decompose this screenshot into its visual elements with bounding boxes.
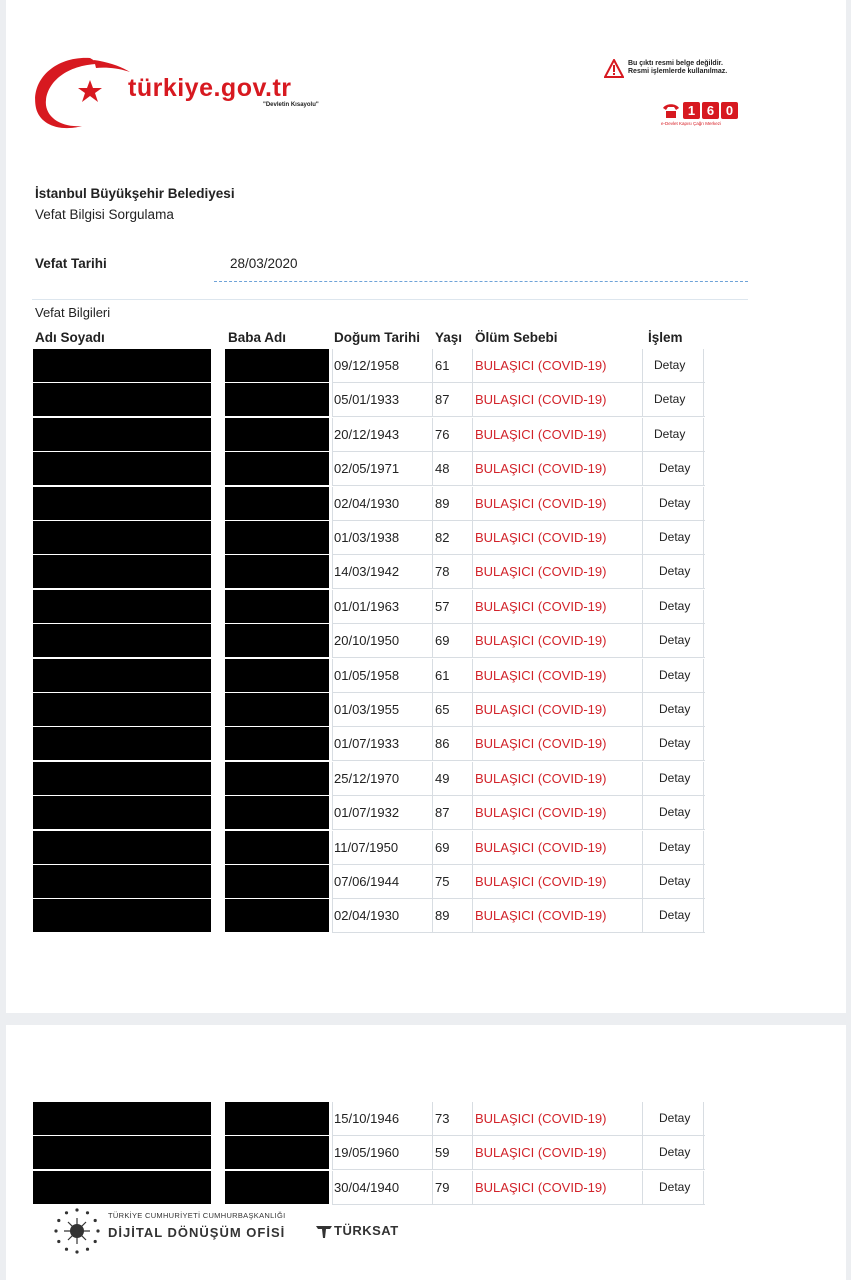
redacted-father-name (225, 452, 329, 485)
birth-date-cell: 19/05/1960 (334, 1145, 400, 1161)
cell-divider (703, 1171, 704, 1205)
cause-cell: BULAŞICI (COVID-19) (475, 736, 607, 752)
table-row (32, 659, 704, 693)
cause-cell: BULAŞICI (COVID-19) (475, 1111, 607, 1126)
redacted-name (33, 349, 211, 382)
redacted-father-name (225, 1102, 329, 1135)
redacted-father-name (225, 624, 329, 657)
redacted-father-name (225, 693, 329, 726)
cell-divider (472, 383, 473, 417)
cause-cell: BULAŞICI (COVID-19) (475, 530, 607, 545)
redacted-father-name (225, 487, 329, 520)
birth-date-cell: 11/07/1950 (334, 839, 399, 855)
cell-divider (472, 865, 473, 899)
redacted-name (33, 624, 211, 657)
cause-cell: BULAŞICI (COVID-19) (475, 805, 607, 821)
table-row (32, 1136, 704, 1170)
age-cell: 79 (435, 1179, 450, 1195)
redacted-father-name (225, 1136, 329, 1169)
cell-divider (703, 1136, 704, 1170)
age-cell: 69 (435, 633, 450, 649)
cell-divider (703, 521, 704, 555)
detail-link[interactable]: Detay (659, 667, 691, 682)
cell-divider (332, 865, 333, 899)
cause-cell: BULAŞICI (COVID-19) (475, 564, 607, 580)
cell-divider (472, 487, 473, 521)
table-row (32, 1171, 704, 1205)
cell-divider (472, 727, 473, 761)
birth-date-cell: 02/04/1930 (334, 908, 400, 924)
cell-divider (703, 659, 704, 693)
warning-line-2: Resmi işlemlerde kullanılmaz. (628, 68, 728, 75)
table-row (32, 1102, 704, 1136)
birth-date-cell: 02/05/1971 (334, 461, 400, 477)
redacted-name (33, 899, 211, 932)
redacted-name (33, 487, 211, 520)
cell-divider (332, 899, 333, 933)
redacted-father-name (225, 418, 329, 451)
cause-cell: BULAŞICI (COVID-19) (475, 426, 607, 442)
detail-link[interactable]: Detay (659, 874, 691, 888)
cell-divider (432, 1102, 433, 1136)
age-cell: 87 (435, 805, 450, 821)
dashed-divider (214, 281, 748, 282)
age-cell: 61 (435, 667, 450, 683)
detail-link[interactable]: Detay (659, 530, 691, 544)
age-cell: 89 (435, 908, 450, 924)
cell-divider (642, 1102, 643, 1136)
cell-divider (472, 521, 473, 555)
redacted-name (33, 865, 211, 898)
cell-divider (642, 796, 643, 830)
cell-divider (332, 762, 333, 796)
redacted-father-name (225, 590, 329, 623)
warning-line-1: Bu çıktı resmi belge değildir. (628, 60, 723, 67)
redacted-father-name (225, 555, 329, 588)
cell-divider (642, 624, 643, 658)
cell-divider (703, 693, 704, 727)
age-cell: 76 (435, 426, 450, 442)
cell-divider (332, 624, 333, 658)
cell-divider (703, 487, 704, 521)
cell-divider (472, 1102, 473, 1136)
cell-divider (432, 831, 433, 865)
birth-date-cell: 01/07/1932 (334, 805, 400, 821)
footer-line-2: DİJİTAL DÖNÜŞÜM OFİSİ (108, 1225, 286, 1240)
cause-cell: BULAŞICI (COVID-19) (475, 908, 607, 924)
redacted-name (33, 383, 211, 416)
presidential-emblem-icon (52, 1206, 102, 1256)
redacted-name (33, 590, 211, 623)
cell-divider (642, 383, 643, 417)
call-center-text: e-Devlet Kapısı Çağrı Merkezi (661, 121, 722, 126)
cause-cell: BULAŞICI (COVID-19) (475, 874, 607, 889)
birth-date-cell: 05/01/1933 (334, 392, 400, 408)
redacted-father-name (225, 521, 329, 554)
redacted-name (33, 1171, 211, 1204)
document-page-1 (6, 0, 846, 1013)
cell-divider (703, 349, 704, 383)
table-row (32, 418, 704, 452)
birth-date-cell: 01/03/1938 (334, 530, 400, 545)
cell-divider (703, 590, 704, 624)
age-cell: 87 (435, 392, 450, 408)
detail-link[interactable]: Detay (659, 736, 691, 751)
redacted-name (33, 831, 211, 864)
age-cell: 82 (435, 530, 450, 545)
turkiye-gov-logo[interactable] (30, 50, 370, 136)
detail-link[interactable]: Detay (659, 805, 691, 820)
footer-branding (52, 1206, 452, 1256)
redacted-father-name (225, 349, 329, 382)
detail-link[interactable]: Detay (659, 839, 691, 854)
age-cell: 57 (435, 598, 450, 614)
cell-divider (642, 727, 643, 761)
section-title: Vefat Bilgileri (35, 305, 111, 320)
cell-divider (472, 899, 473, 933)
section-divider (32, 299, 748, 300)
logo-slogan: "Devletin Kısayolu" (263, 102, 319, 108)
cell-divider (332, 555, 333, 589)
cell-divider (332, 418, 333, 452)
cell-divider (332, 796, 333, 830)
cell-divider (642, 693, 643, 727)
death-date-label: Vefat Tarihi (35, 256, 107, 271)
birth-date-cell: 07/06/1944 (334, 874, 400, 889)
cell-divider (703, 762, 704, 796)
age-cell: 48 (435, 461, 450, 477)
cell-divider (703, 452, 704, 486)
birth-date-cell: 14/03/1942 (334, 564, 400, 580)
detail-link[interactable]: Detay (659, 1179, 691, 1194)
cell-divider (642, 521, 643, 555)
redacted-name (33, 1136, 211, 1169)
cell-divider (703, 383, 704, 417)
cell-divider (432, 487, 433, 521)
birth-date-cell: 20/10/1950 (334, 633, 400, 649)
birth-date-cell: 02/04/1930 (334, 495, 400, 511)
cell-divider (332, 383, 333, 417)
cause-cell: BULAŞICI (COVID-19) (475, 839, 607, 855)
birth-date-cell: 01/07/1933 (334, 736, 400, 752)
cell-divider (332, 693, 333, 727)
detail-link[interactable]: Detay (654, 392, 686, 407)
cell-divider (472, 349, 473, 383)
cell-divider (472, 555, 473, 589)
cell-divider (472, 590, 473, 624)
cell-divider (472, 624, 473, 658)
detail-link[interactable]: Detay (659, 908, 691, 923)
redacted-father-name (225, 831, 329, 864)
age-cell: 73 (435, 1111, 450, 1126)
redacted-father-name (225, 762, 329, 795)
redacted-name (33, 762, 211, 795)
table-row (32, 383, 704, 417)
cell-divider (472, 1171, 473, 1205)
phone-icon (661, 102, 681, 119)
cell-divider (703, 418, 704, 452)
logo-text: türkiye.gov.tr (128, 74, 292, 102)
cell-divider (432, 659, 433, 693)
cell-divider (472, 831, 473, 865)
cell-divider (642, 899, 643, 933)
age-cell: 49 (435, 770, 450, 786)
detail-link[interactable]: Detay (659, 770, 691, 785)
cell-divider (642, 762, 643, 796)
detail-link[interactable]: Detay (659, 598, 691, 613)
cause-cell: BULAŞICI (COVID-19) (475, 702, 607, 717)
cell-divider (432, 590, 433, 624)
birth-date-cell: 25/12/1970 (334, 770, 400, 786)
cell-divider (703, 1102, 704, 1136)
cell-divider (432, 521, 433, 555)
cell-divider (703, 899, 704, 933)
cell-divider (703, 555, 704, 589)
call-center-digit: 0 (721, 102, 738, 119)
cell-divider (642, 659, 643, 693)
table-row (32, 865, 704, 899)
column-header-name: Adı Soyadı (35, 330, 105, 345)
cell-divider (642, 349, 643, 383)
redacted-father-name (225, 796, 329, 829)
cell-divider (432, 349, 433, 383)
birth-date-cell: 20/12/1943 (334, 426, 400, 442)
cause-cell: BULAŞICI (COVID-19) (475, 392, 607, 408)
cell-divider (332, 521, 333, 555)
crescent-star-icon (30, 50, 130, 136)
table-row (32, 590, 704, 624)
cause-cell: BULAŞICI (COVID-19) (475, 1145, 607, 1161)
age-cell: 86 (435, 736, 450, 752)
cell-divider (432, 452, 433, 486)
cell-divider (472, 693, 473, 727)
cell-divider (332, 1171, 333, 1205)
cause-cell: BULAŞICI (COVID-19) (475, 358, 607, 373)
cause-cell: BULAŞICI (COVID-19) (475, 598, 607, 614)
cell-divider (472, 762, 473, 796)
detail-link[interactable]: Detay (659, 461, 691, 476)
column-header-father: Baba Adı (228, 330, 287, 345)
age-cell: 75 (435, 874, 450, 889)
cell-divider (642, 452, 643, 486)
table-row (32, 349, 704, 383)
age-cell: 65 (435, 702, 450, 717)
cell-divider (332, 659, 333, 693)
footer-line-1: TÜRKİYE CUMHURİYETİ CUMHURBAŞKANLIĞI (108, 1211, 286, 1220)
cell-divider (642, 487, 643, 521)
detail-link[interactable]: Detay (659, 564, 691, 579)
cell-divider (332, 1102, 333, 1136)
death-date-value: 28/03/2020 (230, 256, 298, 271)
cell-divider (642, 865, 643, 899)
cell-divider (642, 555, 643, 589)
table-row (32, 831, 704, 865)
page-subtitle: Vefat Bilgisi Sorgulama (35, 207, 174, 222)
table-row (32, 693, 704, 727)
age-cell: 89 (435, 495, 450, 511)
column-header-birth-date: Doğum Tarihi (334, 330, 420, 345)
birth-date-cell: 15/10/1946 (334, 1111, 400, 1126)
detail-link[interactable]: Detay (654, 426, 686, 441)
turksat-label: TÜRKSAT (334, 1223, 399, 1238)
detail-link[interactable]: Detay (659, 1145, 691, 1160)
redacted-father-name (225, 727, 329, 760)
call-center-digit: 6 (702, 102, 719, 119)
cell-divider (472, 659, 473, 693)
cell-divider (472, 1136, 473, 1170)
unofficial-warning (604, 59, 804, 81)
table-row (32, 727, 704, 761)
table-row (32, 796, 704, 830)
redacted-name (33, 418, 211, 451)
cell-divider (642, 590, 643, 624)
cell-divider (703, 865, 704, 899)
cell-divider (432, 865, 433, 899)
detail-link[interactable]: Detay (654, 358, 686, 372)
cell-divider (432, 624, 433, 658)
organization-name: İstanbul Büyükşehir Belediyesi (35, 186, 235, 201)
row-divider (332, 1204, 705, 1205)
age-cell: 69 (435, 839, 450, 855)
cell-divider (332, 831, 333, 865)
table-row (32, 555, 704, 589)
cell-divider (703, 624, 704, 658)
cell-divider (332, 1136, 333, 1170)
detail-link[interactable]: Detay (659, 633, 691, 648)
cell-divider (332, 727, 333, 761)
cell-divider (432, 693, 433, 727)
cell-divider (703, 831, 704, 865)
cause-cell: BULAŞICI (COVID-19) (475, 495, 607, 511)
cell-divider (432, 555, 433, 589)
cell-divider (432, 727, 433, 761)
redacted-name (33, 452, 211, 485)
column-header-age: Yaşı (435, 330, 463, 345)
column-header-action: İşlem (648, 330, 683, 345)
row-divider (332, 932, 705, 933)
cell-divider (332, 452, 333, 486)
call-center-badge (661, 102, 745, 130)
table-row (32, 521, 704, 555)
redacted-name (33, 693, 211, 726)
redacted-father-name (225, 865, 329, 898)
birth-date-cell: 01/03/1955 (334, 702, 400, 717)
detail-link[interactable]: Detay (659, 495, 691, 510)
redacted-father-name (225, 659, 329, 692)
table-row (32, 624, 704, 658)
redacted-name (33, 796, 211, 829)
cell-divider (332, 349, 333, 383)
cell-divider (432, 1171, 433, 1205)
cell-divider (703, 727, 704, 761)
cause-cell: BULAŞICI (COVID-19) (475, 667, 607, 683)
table-row (32, 899, 704, 933)
cell-divider (642, 1171, 643, 1205)
redacted-father-name (225, 1171, 329, 1204)
redacted-name (33, 659, 211, 692)
cell-divider (703, 796, 704, 830)
cell-divider (332, 590, 333, 624)
age-cell: 59 (435, 1145, 450, 1161)
birth-date-cell: 01/01/1963 (334, 598, 400, 614)
table-row (32, 762, 704, 796)
cell-divider (432, 383, 433, 417)
column-header-cause: Ölüm Sebebi (475, 330, 558, 345)
redacted-name (33, 555, 211, 588)
cell-divider (432, 1136, 433, 1170)
age-cell: 61 (435, 358, 450, 373)
cell-divider (472, 418, 473, 452)
cause-cell: BULAŞICI (COVID-19) (475, 461, 607, 477)
redacted-father-name (225, 899, 329, 932)
cause-cell: BULAŞICI (COVID-19) (475, 1179, 607, 1195)
detail-link[interactable]: Detay (659, 1111, 691, 1125)
table-row (32, 487, 704, 521)
warning-text (628, 60, 727, 76)
redacted-name (33, 521, 211, 554)
redacted-father-name (225, 383, 329, 416)
cell-divider (332, 487, 333, 521)
table-row (32, 452, 704, 486)
redacted-name (33, 727, 211, 760)
cause-cell: BULAŞICI (COVID-19) (475, 770, 607, 786)
cell-divider (432, 418, 433, 452)
cause-cell: BULAŞICI (COVID-19) (475, 633, 607, 649)
redacted-name (33, 1102, 211, 1135)
cell-divider (472, 796, 473, 830)
cell-divider (432, 796, 433, 830)
birth-date-cell: 09/12/1958 (334, 358, 400, 373)
cell-divider (642, 831, 643, 865)
cell-divider (432, 899, 433, 933)
birth-date-cell: 30/04/1940 (334, 1179, 400, 1195)
warning-triangle-icon (604, 59, 624, 78)
cell-divider (642, 1136, 643, 1170)
cell-divider (472, 452, 473, 486)
turksat-logo-icon (316, 1224, 332, 1238)
detail-link[interactable]: Detay (659, 702, 691, 716)
age-cell: 78 (435, 564, 450, 580)
cell-divider (432, 762, 433, 796)
call-center-digit: 1 (683, 102, 700, 119)
cell-divider (642, 418, 643, 452)
birth-date-cell: 01/05/1958 (334, 667, 400, 683)
